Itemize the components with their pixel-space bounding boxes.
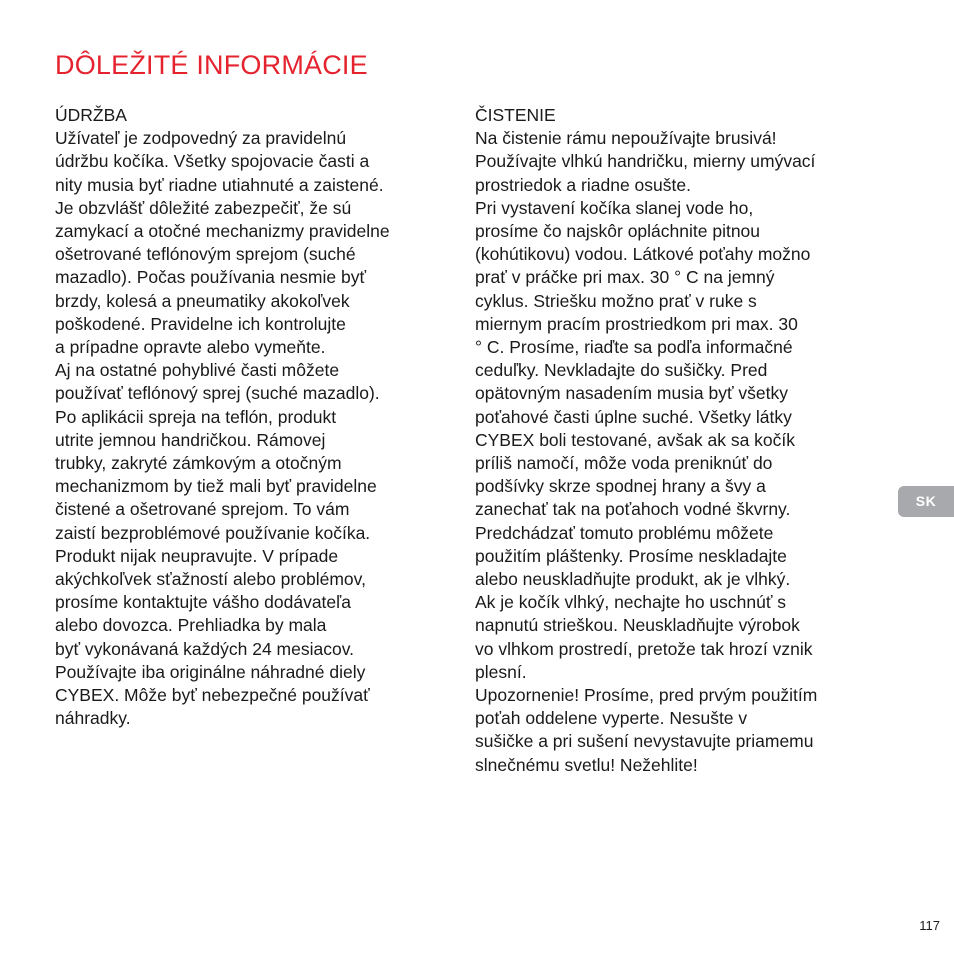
text-line: trubky, zakryté zámkovým a otočným bbox=[55, 453, 342, 474]
text-line: použitím pláštenky. Prosíme neskladajte bbox=[475, 545, 787, 566]
text-line: prosíme čo najskôr opláchnite pitnou bbox=[475, 221, 761, 242]
text-line: poťah oddelene vyperte. Nesušte v bbox=[475, 708, 748, 729]
cleaning-section bbox=[475, 104, 867, 777]
text-line: alebo dovozca. Prehliadka by mala bbox=[55, 615, 327, 636]
text-line: Používajte iba originálne náhradné diely bbox=[55, 661, 366, 682]
text-line: Produkt nijak neupravujte. V prípade bbox=[55, 545, 339, 566]
text-line: brzdy, kolesá a pneumatiky akokoľvek bbox=[55, 290, 350, 311]
text-line: CYBEX. Môže byť nebezpečné používať bbox=[55, 685, 370, 706]
text-line: Na čistenie rámu nepoužívajte brusivá! bbox=[475, 128, 777, 149]
language-tab: SK bbox=[898, 486, 954, 517]
text-line: akýchkoľvek sťažností alebo problémov, bbox=[55, 569, 366, 590]
text-line: Ak je kočík vlhký, nechajte ho uschnúť s bbox=[475, 592, 787, 613]
text-line: vo vlhkom prostredí, pretože tak hrozí vznik bbox=[475, 638, 813, 659]
text-line: cyklus. Striešku možno prať v ruke s bbox=[475, 290, 757, 311]
text-line: poťahové časti úplne suché. Všetky látky bbox=[475, 406, 792, 427]
text-line: podšívky skrze spodnej hrany a švy a bbox=[475, 476, 766, 497]
text-line: používať teflónový sprej (suché mazadlo). bbox=[55, 383, 380, 404]
text-line: (kohútikovu) vodou. Látkové poťahy možno bbox=[475, 244, 811, 265]
cleaning-body bbox=[475, 127, 867, 777]
maintenance-section bbox=[55, 104, 440, 730]
text-line: a prípadne opravte alebo vymeňte. bbox=[55, 337, 326, 358]
text-line: ° C. Prosíme, riaďte sa podľa informačné bbox=[475, 337, 793, 358]
text-line: náhradky. bbox=[55, 708, 131, 729]
text-line: príliš namočí, môže voda preniknúť do bbox=[475, 453, 773, 474]
text-line: sušičke a pri sušení nevystavujte priamemu bbox=[475, 731, 814, 752]
page-title: DÔLEŽITÉ INFORMÁCIE bbox=[55, 50, 368, 80]
text-line: Aj na ostatné pohyblivé časti môžete bbox=[55, 360, 340, 381]
text-line: zamykací a otočné mechanizmy pravidelne bbox=[55, 221, 390, 242]
text-line: opätovným nasadením musia byť všetky bbox=[475, 383, 788, 404]
text-line: Užívateľ je zodpovedný za pravidelnú bbox=[55, 128, 347, 149]
text-line: Používajte vlhkú handričku, mierny umývací bbox=[475, 151, 816, 172]
text-line: poškodené. Pravidelne ich kontrolujte bbox=[55, 313, 346, 334]
text-line: napnutú strieškou. Neuskladňujte výrobok bbox=[475, 615, 800, 636]
text-line: slnečnému svetlu! Nežehlite! bbox=[475, 754, 698, 775]
text-line: čistené a ošetrované sprejom. To vám bbox=[55, 499, 350, 520]
text-line: Po aplikácii spreja na teflón, produkt bbox=[55, 406, 337, 427]
text-line: plesní. bbox=[475, 661, 527, 682]
cleaning-heading: ČISTENIE bbox=[475, 105, 556, 125]
maintenance-heading: ÚDRŽBA bbox=[55, 105, 127, 125]
maintenance-body bbox=[55, 127, 440, 730]
text-line: prať v práčke pri max. 30 ° C na jemný bbox=[475, 267, 775, 288]
text-line: zanechať tak na poťahoch vodné škvrny. bbox=[475, 499, 791, 520]
page-number: 117 bbox=[919, 918, 940, 933]
text-line: mechanizmom by tiež mali byť pravidelne bbox=[55, 476, 377, 497]
text-line: Upozornenie! Prosíme, pred prvým použitím bbox=[475, 685, 818, 706]
text-line: Pri vystavení kočíka slanej vode ho, bbox=[475, 197, 754, 218]
text-line: Predchádzať tomuto problému môžete bbox=[475, 522, 774, 543]
text-line: Je obzvlášť dôležité zabezpečiť, že sú bbox=[55, 197, 352, 218]
text-line: nity musia byť riadne utiahnuté a zaistené. bbox=[55, 174, 384, 195]
text-line: zaistí bezproblémové používanie kočíka. bbox=[55, 522, 371, 543]
text-line: utrite jemnou handričkou. Rámovej bbox=[55, 429, 326, 450]
text-line: CYBEX boli testované, avšak ak sa kočík bbox=[475, 429, 796, 450]
text-line: byť vykonávaná každých 24 mesiacov. bbox=[55, 638, 355, 659]
text-line: prosíme kontaktujte vášho dodávateľa bbox=[55, 592, 351, 613]
text-line: údržbu kočíka. Všetky spojovacie časti a bbox=[55, 151, 370, 172]
text-line: mazadlo). Počas používania nesmie byť bbox=[55, 267, 367, 288]
text-line: prostriedok a riadne osušte. bbox=[475, 174, 691, 195]
text-line: miernym pracím prostriedkom pri max. 30 bbox=[475, 313, 798, 334]
text-line: ošetrované teflónovým sprejom (suché bbox=[55, 244, 356, 265]
text-line: alebo neuskladňujte produkt, ak je vlhký. bbox=[475, 569, 791, 590]
text-line: ceduľky. Nevkladajte do sušičky. Pred bbox=[475, 360, 768, 381]
